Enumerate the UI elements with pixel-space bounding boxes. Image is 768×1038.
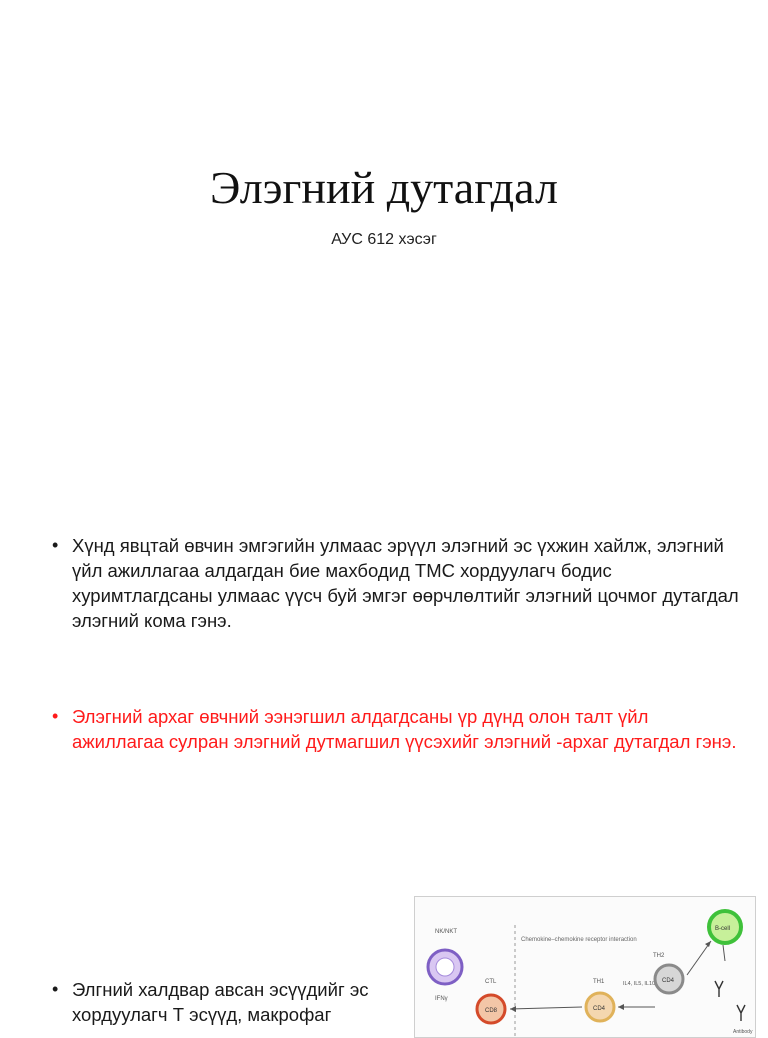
arrowhead-icon <box>705 941 711 947</box>
slide-subtitle: АУС 612 хэсэг <box>331 231 437 248</box>
marker-cd4-th2: CD4 <box>662 978 675 984</box>
slide-title: Элэгний дутагдал <box>210 162 558 213</box>
bullet-dot-icon: • <box>52 706 59 726</box>
interaction-label: Chemokine–chemokine receptor interaction <box>521 937 637 943</box>
immune-diagram-figure <box>414 896 756 1038</box>
bullet-text: Хүнд явцтай өвчин эмгэгийн улмаас эрүүл элэгний эс үхжин хайлж, элэгний үйл ажиллагаа алдагдан бие махбодид ТМС хордуулагч бодис хуримтлагдсаны улмаас үүсч буй эмгэг өөрчлөлтийг элэгний цочмог дутагдал элэгний кома гэнэ. <box>72 535 739 631</box>
arrowhead-icon <box>510 1006 516 1012</box>
bullet-chronic-liver-failure <box>52 704 742 754</box>
bullet-text: Элгний халдвар авсан эсүүдийг эс хордуулагч Т эсүүд, макрофаг <box>72 979 369 1025</box>
bullet-acute-liver-failure <box>52 533 742 633</box>
bullet-dot-icon: • <box>52 535 59 555</box>
marker-cd4-th1: CD4 <box>593 1006 606 1012</box>
cell-label-th1: TH1 <box>593 979 605 985</box>
marker-ifng: IFNγ <box>435 996 448 1002</box>
cell-label-bcell: B-cell <box>715 926 731 932</box>
arrow-th2-bcell <box>687 941 711 975</box>
marker-cd8: CD8 <box>485 1008 498 1014</box>
arrow-th1-ctl <box>510 1007 582 1009</box>
nk-nucleus-icon <box>436 958 454 976</box>
marker-il: IL4, IL5, IL10 <box>623 981 656 987</box>
antibody-label: Antibody <box>733 1029 753 1035</box>
immune-diagram <box>415 897 755 1037</box>
arrow-bcell-antibody <box>723 945 725 961</box>
bullet-text: Элэгний архаг өвчний ээнэгшил алдагдсаны үр дүнд олон талт үйл ажиллагаа сулран элэгний дутмагшил үүсэхийг элэгний -архаг дутагдал гэнэ. <box>72 706 737 752</box>
antibody-icon <box>737 1005 745 1021</box>
cell-label-ctl: CTL <box>485 979 497 985</box>
title-slide <box>0 0 768 300</box>
bullet-dot-icon: • <box>52 979 59 999</box>
antibody-icon <box>715 981 723 997</box>
cell-label-th2: TH2 <box>653 953 665 959</box>
cell-label-nk: NK/NKT <box>435 929 458 935</box>
arrowhead-icon <box>618 1004 624 1010</box>
bullet-infected-cells <box>52 977 392 1027</box>
